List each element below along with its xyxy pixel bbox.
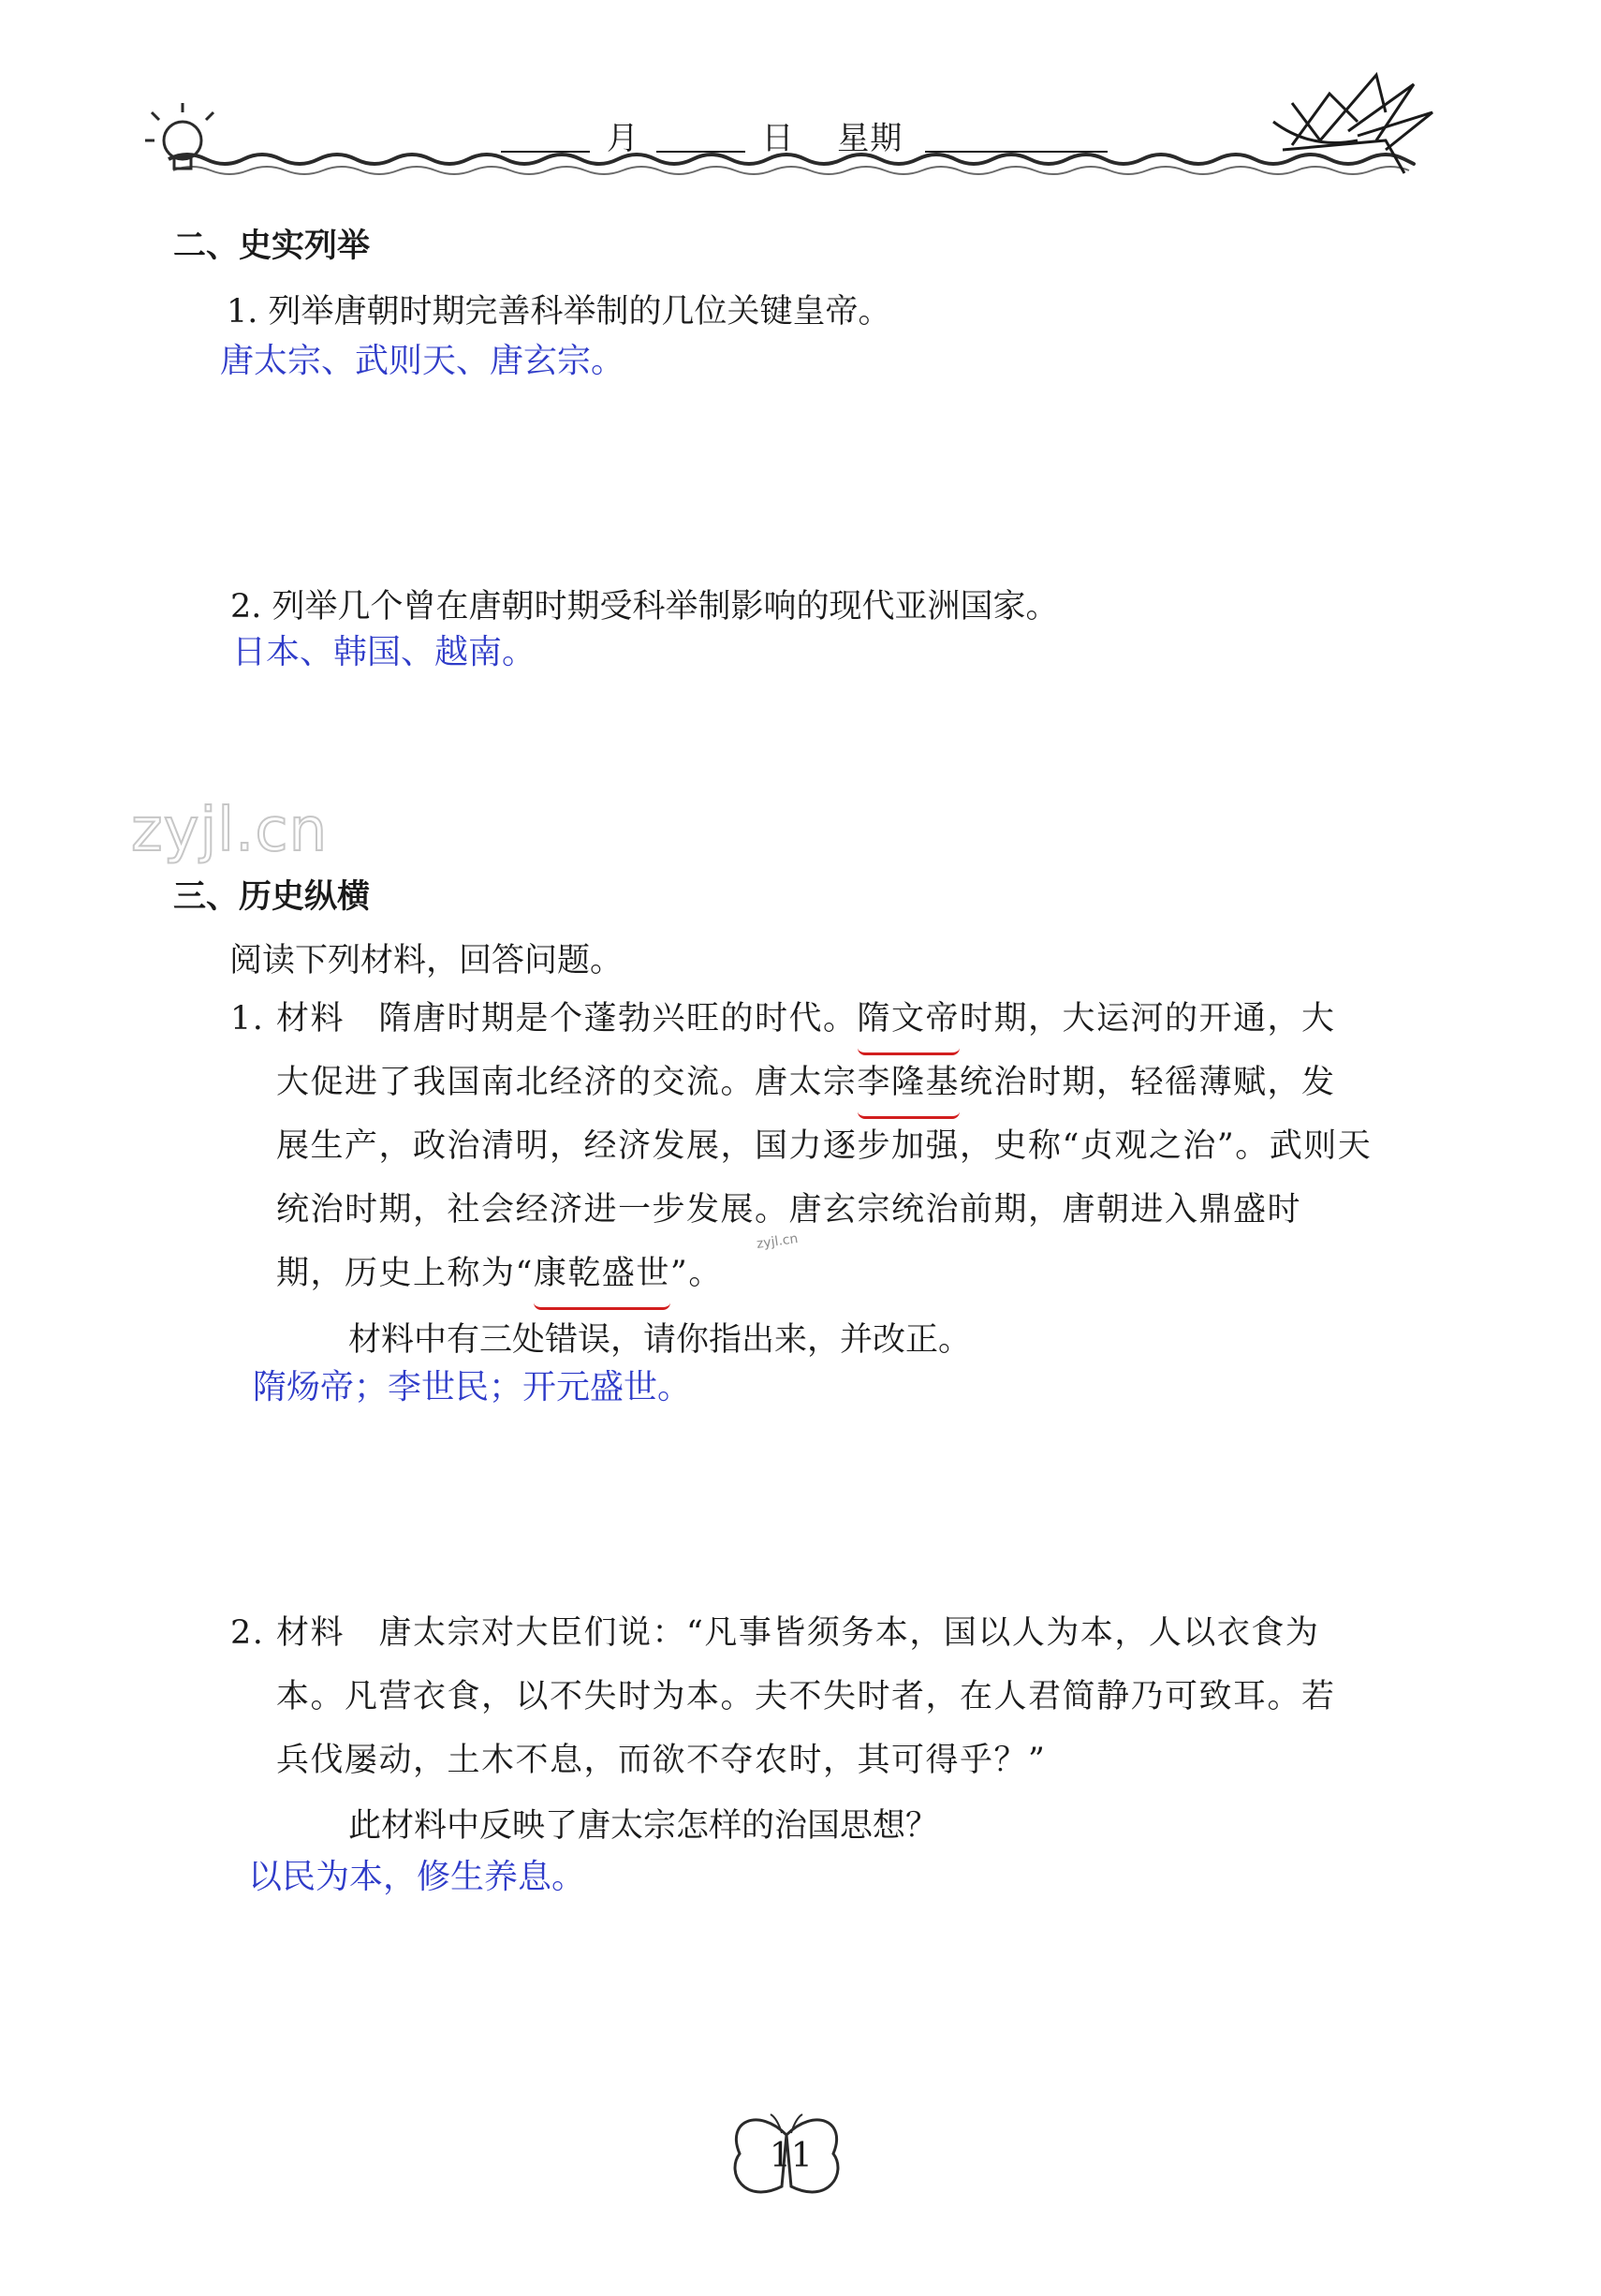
error-highlight-2: 李隆基 [858, 1051, 961, 1119]
small-watermark: zyjl.cn [756, 1230, 800, 1253]
reading-instruction: 阅读下列材料，回答问题。 [229, 942, 624, 979]
weekday-blank[interactable] [925, 123, 1108, 153]
material-1-line-1: 1. 材料 隋唐时期是个蓬勃兴旺的时代。隋文帝时期，大运河的开通，大 [230, 987, 1336, 1055]
material-1-question: 材料中有三处错误，请你指出来，并改正。 [348, 1321, 972, 1359]
section-title-list-facts: 二、史实列举 [173, 228, 371, 265]
answer-1: 唐太宗、武则天、唐玄宗。 [220, 342, 625, 380]
material-2-line-2: 本。凡营衣食，以不失时为本。夫不失时者，在人君简静乃可致耳。若 [276, 1678, 1336, 1715]
month-blank[interactable] [501, 123, 590, 153]
material-1-line-4: 统治时期，社会经济进一步发展。唐玄宗统治前期，唐朝进入鼎盛时 [276, 1191, 1302, 1229]
day-label: 日 [761, 120, 795, 157]
answer-2: 日本、韩国、越南。 [232, 633, 536, 671]
material-1-answer: 隋炀帝；李世民；开元盛世。 [253, 1368, 692, 1406]
material-2-answer: 以民为本，修生养息。 [248, 1858, 586, 1896]
date-header [501, 112, 1108, 158]
question-1: 1. 列举唐朝时期完善科举制的几位关键皇帝。 [227, 293, 891, 331]
error-highlight-1: 隋文帝 [858, 987, 961, 1055]
material-1-line-2: 大促进了我国南北经济的交流。唐太宗李隆基统治时期，轻徭薄赋，发 [276, 1051, 1336, 1119]
section-title-history: 三、历史纵横 [173, 878, 371, 916]
material-1-line-3: 展生产，政治清明，经济发展，国力逐步加强，史称“贞观之治”。武则天 [276, 1127, 1373, 1165]
watermark-logo: zyjl.cn [131, 796, 329, 865]
material-2-line-3: 兵伐屡动，土木不息，而欲不夺农时，其可得乎？” [276, 1742, 1047, 1779]
month-label: 月 [606, 120, 639, 157]
material-2-line-1: 2. 材料 唐太宗对大臣们说：“凡事皆须务本，国以人为本，人以衣食为 [230, 1614, 1320, 1652]
weekday-label: 星期 [837, 120, 903, 157]
material-2-question: 此材料中反映了唐太宗怎样的治国思想？ [348, 1807, 939, 1845]
header-decoration [0, 0, 1601, 206]
page-number: 11 [770, 2137, 813, 2175]
question-2: 2. 列举几个曾在唐朝时期受科举制影响的现代亚洲国家。 [230, 588, 1059, 626]
material-1-line-5: 期，历史上称为“康乾盛世”。 [276, 1242, 723, 1310]
day-blank[interactable] [656, 123, 745, 153]
error-highlight-3: 康乾盛世 [534, 1242, 670, 1310]
